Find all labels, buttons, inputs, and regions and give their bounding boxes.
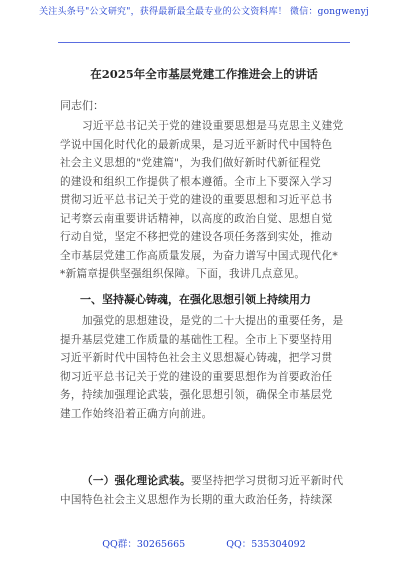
text-line: 行动自觉，坚定不移把党的建设各项任务落到实处，推动 — [60, 231, 333, 243]
paragraph-subsection-1 — [60, 472, 350, 509]
text-line: 贯彻习近平总书记关于党的建设的重要思想和习近平总书 — [60, 194, 333, 206]
text-line: 中国特色社会主义思想作为长期的重大政治任务，持续深 — [60, 493, 333, 506]
document-title: 在2025年全市基层党建工作推进会上的讲话 — [90, 67, 318, 81]
text-line: 建工作始终沿着正确方向前进。 — [60, 407, 213, 420]
text-line — [60, 472, 350, 491]
subsection-label: （一）强化理论武装。 — [82, 475, 191, 487]
text-line: 社会主义思想的"党建篇"，为我们做好新时代新征程党 — [60, 157, 321, 169]
salutation: 同志们： — [60, 99, 104, 112]
header-banner: 关注头条号"公文研究"，获得最新最全最专业的公文资料库！ 微信：gongwenyj — [39, 7, 369, 17]
text-line: 的建设和组织工作提供了根本遵循。全市上下要深入学习 — [60, 175, 333, 188]
text-line: 加强党的思想建设，是党的二十大提出的重要任务，是 — [82, 315, 344, 327]
header-divider — [58, 42, 350, 43]
qq-group: QQ群：30265665 — [102, 539, 186, 550]
footer-contact — [0, 536, 408, 550]
qq-number: QQ：535304092 — [226, 539, 306, 550]
section-heading-1: 一、坚持凝心铸魂，在强化思想引领上持续用力 — [80, 293, 311, 306]
paragraph-intro — [60, 117, 350, 284]
text-line: 务，持续加强理论武装，强化思想引领，确保全市基层党 — [60, 389, 333, 401]
subsection-text: 要坚持把学习贯彻习近平新时代 — [190, 475, 344, 487]
text-line: 习近平总书记关于党的建设重要思想是马克思主义建党 — [82, 120, 344, 132]
text-line: 习近平新时代中国特色社会主义思想凝心铸魂，把学习贯 — [60, 352, 333, 364]
paragraph-section-1 — [60, 312, 350, 423]
text-line: 全市基层党建工作高质量发展，为奋力谱写中国式现代化* — [60, 249, 338, 262]
text-line: 学说中国化时代化的最新成果，是习近平新时代中国特色 — [60, 138, 333, 151]
text-line: 彻习近平总书记关于党的建设的重要思想作为首要政治任 — [60, 370, 333, 383]
text-line: 提升基层党建工作质量的基础性工程。全市上下要坚持用 — [60, 333, 333, 346]
text-line: 记考察云南重要讲话精神，以高度的政治自觉、思想自觉 — [60, 212, 333, 225]
text-line: *新篇章提供坚强组织保障。下面，我讲几点意见。 — [60, 268, 306, 280]
